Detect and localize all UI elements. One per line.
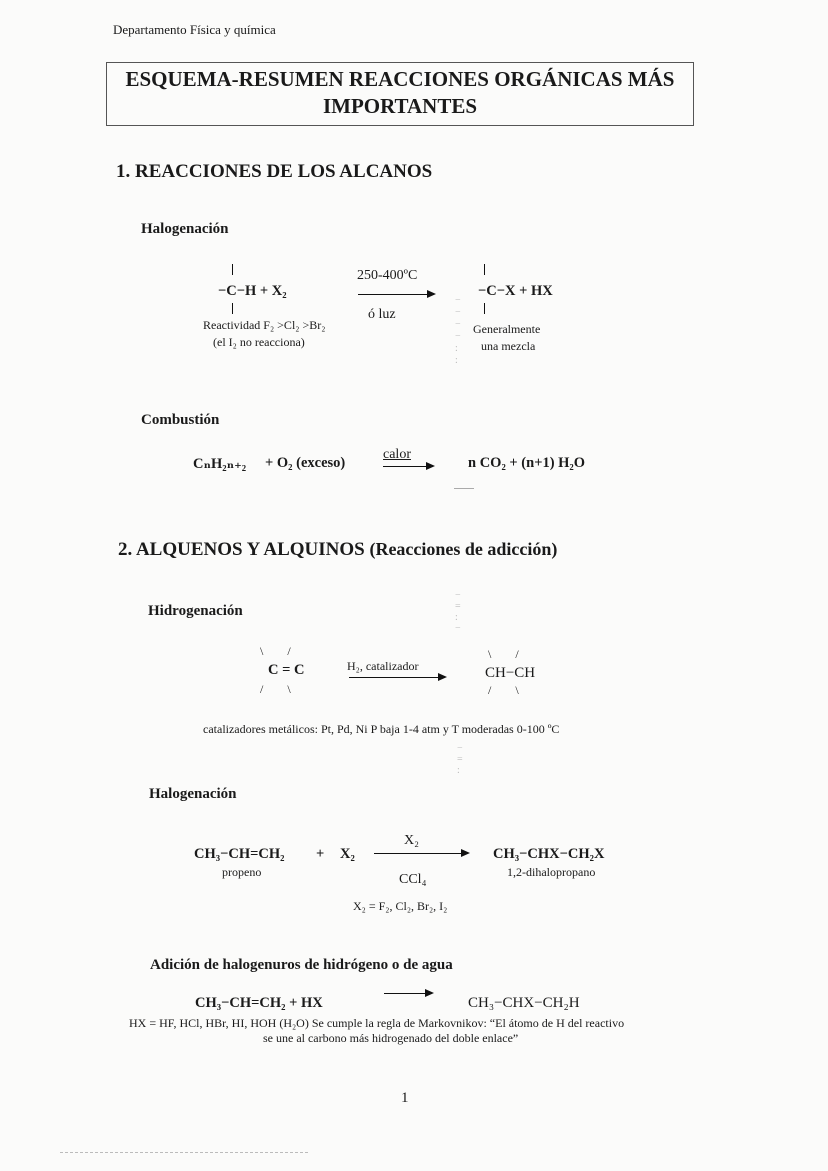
alkene-halogenation-condition-top: X₂ — [404, 833, 419, 848]
bond-line — [232, 303, 233, 314]
hydrogenation-condition: H₂, catalizador — [347, 659, 419, 673]
markovnikov-note-line-1: HX = HF, HCl, HBr, HI, HOH (H₂O) Se cumple la regla de Markovnikov: “El átomo de H del reactivo — [129, 1016, 625, 1030]
alkane-halogenation-condition-bottom: ó luz — [368, 307, 396, 322]
scan-artifact: − = : — [457, 743, 463, 776]
section-2-heading-main: 2. ALQUENOS Y ALQUINOS — [118, 539, 365, 560]
product-note-line-1: Generalmente — [473, 322, 541, 336]
alkane-halogenation-label: Halogenación — [141, 221, 229, 237]
hx-addition-label: Adición de halogenuros de hidrógeno o de agua — [150, 957, 453, 973]
reaction-arrow — [349, 677, 445, 678]
footer-divider — [60, 1152, 308, 1153]
iodine-note: (el I₂ no reacciona) — [213, 335, 305, 349]
product-name: 1,2-dihalopropano — [507, 865, 596, 879]
combustion-product: n CO₂ + (n+1) H₂O — [468, 455, 586, 471]
alkane-halogenation-condition-top: 250-400ºC — [357, 268, 418, 283]
hx-addition-reactant: CH₃−CH=CH₂ + HX — [195, 995, 323, 1011]
reaction-arrow — [383, 466, 433, 467]
page-title — [106, 62, 694, 126]
reaction-arrow — [358, 294, 434, 295]
combustion-reactant-oxygen: + O₂ (exceso) — [265, 455, 346, 471]
combustion-label: Combustión — [141, 412, 220, 428]
alkene-halogenation-plus: + — [316, 846, 325, 862]
alkene-bond-marks-bottom: / \ — [260, 682, 291, 696]
combustion-reactant-alkane: CₙH₂ₙ₊₂ — [193, 456, 247, 472]
bond-line — [484, 303, 485, 314]
department-label: Departamento Física y química — [113, 22, 276, 37]
alkene-halogenation-label: Halogenación — [149, 786, 237, 802]
bond-line — [232, 264, 233, 275]
combustion-condition: calor — [383, 447, 411, 462]
scan-artifact: − − − − : : — [455, 295, 461, 366]
section-2-heading — [118, 539, 557, 561]
bond-line — [484, 264, 485, 275]
markovnikov-note-line-2: se une al carbono más hidrogenado del doble enlace” — [263, 1031, 519, 1045]
reactant-name: propeno — [222, 865, 262, 879]
page-title-line-2: IMPORTANTES — [322, 94, 478, 118]
alkene-bond-marks-top: \ / — [260, 644, 291, 658]
reactivity-note: Reactividad F₂ >Cl₂ >Br₂ — [203, 318, 326, 332]
halogens-list: X₂ = F₂, Cl₂, Br₂, I₂ — [353, 899, 448, 913]
alkene-halogenation-condition-bottom: CCl₄ — [399, 872, 427, 887]
hydrogenation-label: Hidrogenación — [148, 603, 243, 619]
alkane-bond-marks-bottom: / \ — [488, 683, 519, 697]
alkene-halogenation-product: CH₃−CHX−CH₂X — [493, 846, 605, 862]
alkane-bond-marks-top: \ / — [488, 647, 519, 661]
reaction-arrow — [374, 853, 468, 854]
page-number: 1 — [401, 1090, 409, 1106]
catalyst-note: catalizadores metálicos: Pt, Pd, Ni P baja 1-4 atm y T moderadas 0-100 ºC — [203, 722, 560, 736]
product-note-line-2: una mezcla — [481, 339, 536, 353]
page-title-line-1: ESQUEMA-RESUMEN REACCIONES ORGÁNICAS MÁS — [125, 67, 675, 91]
hydrogenation-reactant: C = C — [268, 662, 305, 678]
alkene-halogenation-reactant: CH₃−CH=CH₂ — [194, 846, 285, 862]
scan-artifact: − = : − — [455, 590, 461, 634]
hydrogenation-product: CH−CH — [485, 665, 536, 681]
alkene-halogenation-reagent: X₂ — [340, 846, 355, 862]
section-1-heading: 1. REACCIONES DE LOS ALCANOS — [116, 161, 433, 182]
alkane-halogenation-product: −C−X + HX — [478, 283, 553, 299]
alkane-halogenation-reactant: −C−H + X₂ — [218, 283, 287, 299]
hx-addition-product: CH₃−CHX−CH₂H — [468, 995, 580, 1011]
scan-artifact — [454, 488, 474, 489]
section-2-heading-suffix: (Reacciones de adicción) — [369, 539, 558, 559]
reaction-arrow — [384, 993, 432, 994]
